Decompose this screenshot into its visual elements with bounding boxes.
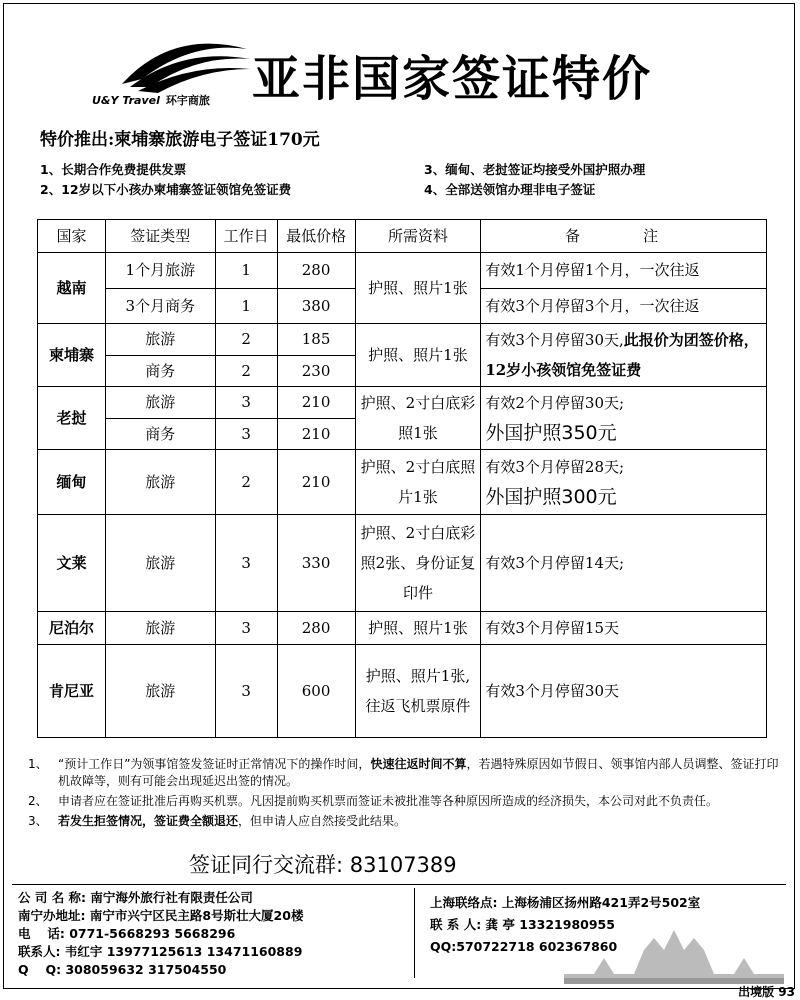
workdays-cell: 3 (215, 418, 277, 450)
feature-item: 2、12岁以下小孩办柬埔寨签证领馆免签证费 (40, 182, 292, 197)
visa-type-cell: 旅游 (105, 612, 215, 645)
note-cell: 有效1个月停留1个月，一次往返 (481, 253, 767, 289)
column-header: 所需资料 (355, 220, 481, 253)
workdays-cell: 3 (215, 387, 277, 419)
contact-line: 电 话: 0771-5668293 5668296 (18, 926, 236, 941)
note-cell: 有效3个月停留15天 (481, 612, 767, 645)
footnotes (28, 756, 780, 833)
feature-item: 1、长期合作免费提供发票 (40, 162, 187, 177)
price-cell: 230 (277, 355, 355, 387)
qq-group-banner: 签证同行交流群: 83107389 (189, 853, 457, 877)
contact-line: 联系人: 韦红宇 13977125613 13471160889 (18, 944, 303, 959)
country-cell: 越南 (38, 253, 106, 324)
footnote-item: 1、 “预计工作日”为领事馆签发签证时正常情况下的操作时间，快速往返时间不算，若遇特殊原因如节假日、领事馆内部人员调整、签证打印机故障等，则有可能会出现延迟出签的情况。 (28, 757, 779, 788)
docs-cell: 护照、照片1张 (355, 324, 481, 387)
docs-cell: 护照、2寸白底彩照2张、身份证复印件 (355, 515, 481, 612)
price-cell: 210 (277, 387, 355, 419)
column-header: 签证类型 (105, 220, 215, 253)
visa-type-cell: 旅游 (105, 515, 215, 612)
docs-cell: 护照、照片1张 (355, 253, 481, 324)
table-row (38, 387, 767, 419)
page-number: 出境版 93 (738, 985, 795, 999)
country-cell: 柬埔寨 (38, 324, 106, 387)
visa-price-table (37, 219, 767, 738)
price-cell: 280 (277, 612, 355, 645)
feature-item: 3、缅甸、老挝签证均接受外国护照办理 (424, 162, 646, 177)
docs-cell: 护照、照片1张,往返飞机票原件 (355, 645, 481, 738)
price-cell: 210 (277, 418, 355, 450)
price-cell: 210 (277, 450, 355, 515)
contact-line: 公 司 名 称: 南宁海外旅行社有限责任公司 (18, 890, 253, 905)
price-cell: 185 (277, 324, 355, 356)
docs-cell: 护照、2寸白底彩照1张 (355, 387, 481, 450)
visa-type-cell: 旅游 (105, 645, 215, 738)
visa-type-cell: 商务 (105, 355, 215, 387)
workdays-cell: 3 (215, 612, 277, 645)
contact-line: 南宁办地址: 南宁市兴宁区民主路8号斯壮大厦20楼 (18, 908, 304, 923)
page-title: 亚非国家签证特价 (252, 51, 653, 107)
footnote-item: 2、 申请者应在签证批准后再购买机票。凡因提前购买机票而签证未被批准等各种原因所造成的经济损失，本公司对此不负责任。 (28, 794, 719, 808)
column-header: 备 注 (481, 220, 767, 253)
visa-type-cell: 1个月旅游 (105, 253, 215, 289)
table-row (38, 324, 767, 356)
contact-line: Q Q: 308059632 317504550 (18, 962, 227, 977)
price-cell: 280 (277, 253, 355, 289)
company-logo-icon (112, 29, 252, 99)
workdays-cell: 2 (215, 450, 277, 515)
footnote-item: 3、 若发生拒签情况，签证费全额退还，但申请人应自然接受此结果。 (28, 814, 407, 828)
contact-line: 联 系 人: 龚 亭 13321980955 (430, 917, 615, 932)
workdays-cell: 1 (215, 288, 277, 324)
column-header: 工作日 (215, 220, 277, 253)
feature-item: 4、全部送领馆办理非电子签证 (424, 182, 596, 197)
table-row (38, 450, 767, 515)
divider (12, 884, 786, 885)
price-cell: 600 (277, 645, 355, 738)
note-cell: 有效3个月停留14天; (481, 515, 767, 612)
note-cell: 有效3个月停留30天 (481, 645, 767, 738)
table-row (38, 612, 767, 645)
nanning-contact-block (18, 889, 303, 979)
promo-headline: 特价推出:柬埔寨旅游电子签证170元 (40, 130, 320, 150)
country-cell: 肯尼亚 (38, 645, 106, 738)
table-row (38, 515, 767, 612)
note-cell: 有效3个月停留28天; 外国护照300元 (481, 450, 767, 515)
visa-type-cell: 旅游 (105, 450, 215, 515)
workdays-cell: 3 (215, 515, 277, 612)
contact-line: 上海联络点: 上海杨浦区扬州路421弄2号502室 (430, 895, 701, 910)
country-cell: 老挝 (38, 387, 106, 450)
table-header-row (38, 220, 767, 253)
price-cell: 380 (277, 288, 355, 324)
advertisement-page (3, 3, 795, 989)
column-header: 国家 (38, 220, 106, 253)
column-header: 最低价格 (277, 220, 355, 253)
workdays-cell: 3 (215, 645, 277, 738)
note-cell: 有效3个月停留30天,此报价为团签价格，12岁小孩领馆免签证费 (481, 324, 767, 387)
temple-silhouette-icon (564, 924, 784, 984)
price-cell: 330 (277, 515, 355, 612)
note-cell: 有效3个月停留3个月，一次往返 (481, 288, 767, 324)
visa-type-cell: 旅游 (105, 387, 215, 419)
contact-line: QQ:570722718 602367860 (430, 939, 618, 954)
country-cell: 尼泊尔 (38, 612, 106, 645)
visa-type-cell: 商务 (105, 418, 215, 450)
workdays-cell: 2 (215, 355, 277, 387)
table-row (38, 645, 767, 738)
note-cell: 有效2个月停留30天; 外国护照350元 (481, 387, 767, 450)
country-cell: 缅甸 (38, 450, 106, 515)
workdays-cell: 1 (215, 253, 277, 289)
docs-cell: 护照、照片1张 (355, 612, 481, 645)
divider (414, 888, 415, 978)
docs-cell: 护照、2寸白底照片1张 (355, 450, 481, 515)
table-row (38, 253, 767, 289)
brand-name: U&Y Travel 环宇商旅 (92, 94, 210, 107)
visa-type-cell: 3个月商务 (105, 288, 215, 324)
visa-type-cell: 旅游 (105, 324, 215, 356)
workdays-cell: 2 (215, 324, 277, 356)
country-cell: 文莱 (38, 515, 106, 612)
